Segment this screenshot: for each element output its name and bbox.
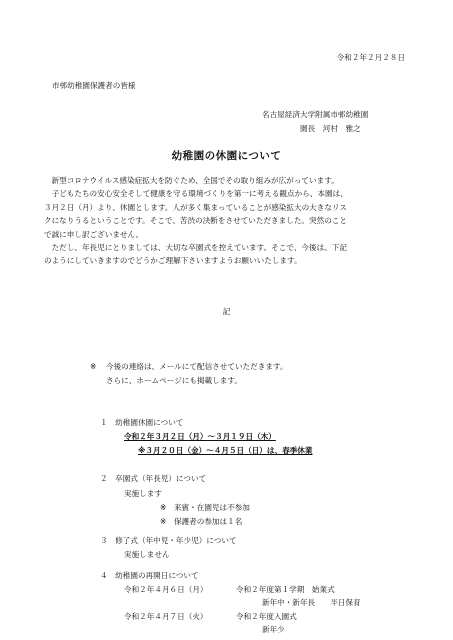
section-2-note-1: ※ 来賓・在園児は不参加 — [160, 503, 250, 512]
section-1-note: ※３月２０日（金）～４月５日（日）は、春季休業 — [138, 446, 313, 455]
footer-mark: ※ — [90, 362, 97, 371]
section-4-event-2b: 新年少 — [262, 625, 285, 634]
section-1-period: 令和２年３月２日（月）～３月１９日（木） — [124, 432, 276, 441]
page-title: 幼稚園の休園について — [171, 150, 282, 162]
body-line: 子どもたちの安心安全そして健康を守る環境づくりを第一に考える観点から、本園は、 — [44, 189, 348, 199]
recipient: 市邨幼稚園保護者の皆様 — [52, 81, 136, 90]
letter-date: 令和２年２月２８日 — [336, 53, 405, 62]
section-4-event-2: 令和２年度入園式 — [236, 612, 297, 621]
section-4-date-2: 令和２年４月７日（火） — [124, 612, 208, 621]
section-3-sub: 実施しません — [124, 550, 170, 559]
body-line: 新型コロナウイルス感染症拡大を防ぐため、全国でその取り組みが広がっています。 — [44, 176, 339, 185]
section-2-note-2: ※ 保護者の参加は１名 — [160, 517, 243, 526]
section-3-heading: ３ 修了式（年中児・年少児）について — [100, 536, 237, 545]
body-line: ３月２日（月）より、休園とします。人が多く集まっていることが感染拡大の大きなリス — [44, 202, 347, 212]
body-line: ただし、年長児にとりましては、大切な卒園式を控えています。そこで、今後は、下記 — [44, 243, 347, 253]
sender-org: 名古屋経済大学附属市邨幼稚園 — [262, 110, 369, 119]
body-text — [44, 174, 348, 268]
sender-person: 園長 河村 雅之 — [300, 124, 361, 133]
section-4-heading: ４ 幼稚園の再開日について — [100, 571, 199, 580]
footer-line-1: 今後の連絡は、メールにて配信させていただきます。 — [106, 362, 288, 371]
body-line: クになりうるということです。そこで、苦渋の決断をさせていただきました。突然のこと — [44, 216, 347, 226]
body-line: のようにしていきますのでどうかご理解下さいますようお願いいたします。 — [44, 256, 302, 266]
body-line: で誠に申し訳ございません。 — [44, 229, 144, 239]
section-4-event-1: 令和２年度第１学期 始業式 — [236, 585, 335, 594]
footer-line-2: さらに、ホームページにも掲載します。 — [106, 376, 242, 385]
section-4-event-1b: 新年中・新年長 半日保育 — [262, 598, 361, 607]
section-2-sub: 実施します — [124, 489, 162, 498]
section-1-heading: １ 幼稚園休園について — [100, 418, 184, 427]
ki-heading: 記 — [222, 307, 231, 316]
section-4-date-1: 令和２年４月６日（月） — [124, 585, 208, 594]
section-2-heading: ２ 卒園式（年長児）について — [100, 474, 207, 483]
